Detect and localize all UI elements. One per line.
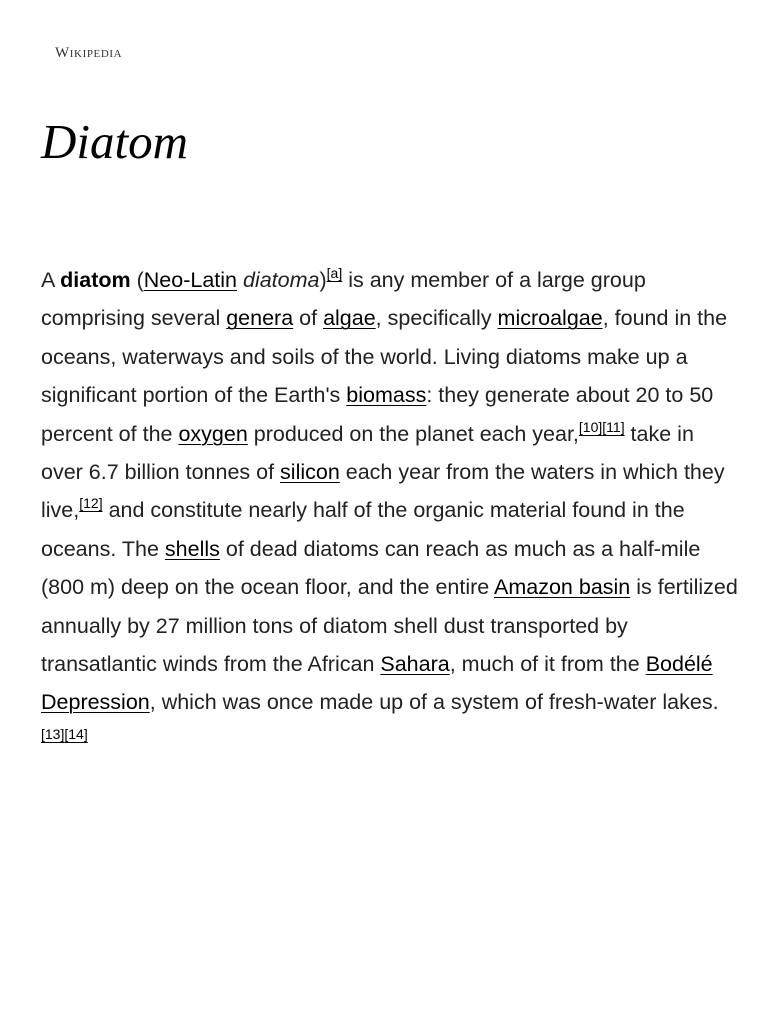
lead-text: take in over 6.7 billion tonnes of <box>41 421 694 485</box>
lead-text: A <box>41 268 61 292</box>
lead-text: and constitute nearly half of the organic material found in the oceans. The <box>41 498 685 561</box>
footnote-ref-14[interactable]: [14] <box>64 725 88 742</box>
link-genera[interactable]: genera <box>226 306 294 331</box>
link-biomass[interactable]: biomass <box>346 383 427 408</box>
lead-text: of <box>293 306 324 331</box>
lead-text: , which was once made up of a system of fresh-water lakes. <box>149 690 719 715</box>
lead-text: is any member of a large group comprising several <box>41 268 646 331</box>
lead-text: of dead diatoms can reach as much as a half-mile (800 m) deep on the ocean floor, and the entire <box>41 536 701 600</box>
lead-text: ) <box>319 268 327 292</box>
footnote-ref-11[interactable]: [11] <box>602 418 625 435</box>
link-neo-latin[interactable]: Neo-Latin <box>143 268 237 292</box>
link-silicon[interactable]: silicon <box>280 460 340 485</box>
footnote-ref-13[interactable]: [13] <box>41 725 65 742</box>
lead-text: , much of it from the <box>449 652 646 677</box>
link-amazon-basin[interactable]: Amazon basin <box>494 575 631 600</box>
lead-text: : they generate about 20 to 50 percent of the <box>41 383 714 446</box>
lead-text: is fertilized annually by 27 million tons of diatom shell dust transported by transatlantic winds from the African <box>41 575 738 677</box>
footnote-ref-a[interactable]: [a] <box>326 265 343 281</box>
link-microalgae[interactable]: microalgae <box>497 306 603 331</box>
lead-text: each year from the waters in which they live, <box>41 460 725 523</box>
page-title: Diatom <box>41 114 188 169</box>
lead-text: ( <box>130 268 144 292</box>
footnote-ref-12[interactable]: [12] <box>79 495 103 512</box>
italic-term-diatoma: diatoma <box>242 268 320 292</box>
footnote-ref-10[interactable]: [10] <box>578 418 603 435</box>
link-bodele-depression[interactable]: Bodélé Depression <box>41 652 713 715</box>
lead-text: produced on the planet each year, <box>247 421 579 446</box>
link-oxygen[interactable]: oxygen <box>178 421 248 446</box>
lead-text: , specifically <box>375 306 498 331</box>
link-algae[interactable]: algae <box>323 306 376 331</box>
lead-paragraph <box>41 261 741 760</box>
link-sahara[interactable]: Sahara <box>380 652 450 677</box>
wikipedia-wordmark[interactable]: Wikipedia <box>55 45 123 61</box>
bold-term-diatom: diatom <box>60 268 131 292</box>
lead-text: , found in the oceans, waterways and soils of the world. Living diatoms make up a significant portion of the Earth's <box>41 306 728 408</box>
link-shells[interactable]: shells <box>164 536 220 561</box>
